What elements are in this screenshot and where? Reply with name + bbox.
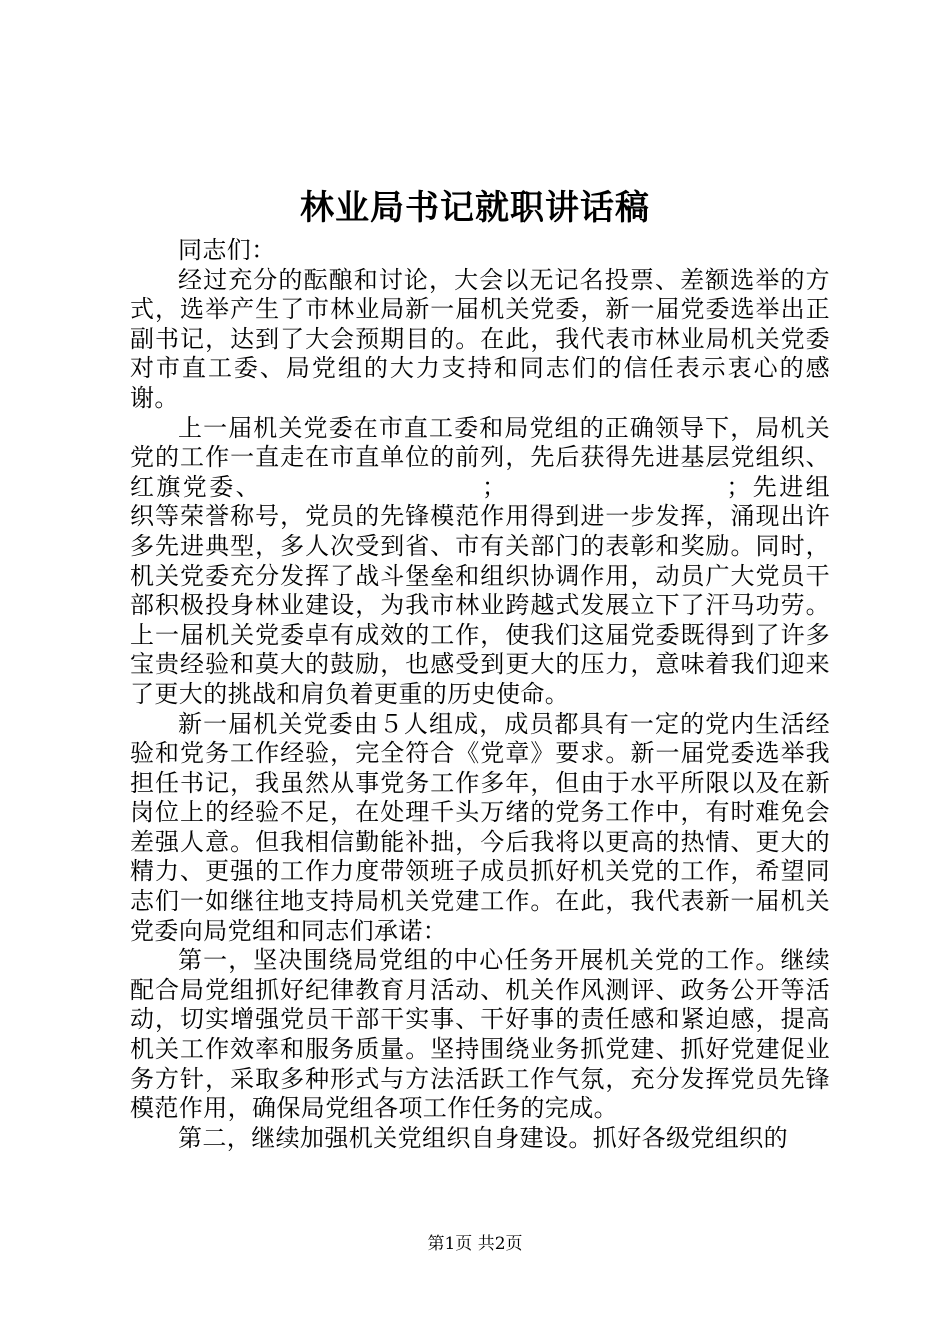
document-body <box>130 236 830 1153</box>
paragraph-5: 第二，继续加强机关党组织自身建设。抓好各级党组织的 <box>178 1123 788 1152</box>
paragraph-4: 第一，坚决围绕局党组的中心任务开展机关党的工作。继续配合局党组抓好纪律教育月活动、机关作风测评、政务公开等活动，切实增强党员干部干实事、干好事的责任感和紧迫感，提高机关工作效率和服务质量。坚持围绕业务抓党建、抓好党建促业务方针，采取多种形式与方法活跃工作气氛，充分发挥党员先锋模范作用，确保局党组各项工作任务的完成。 <box>130 946 830 1123</box>
paragraph-2 <box>130 414 830 710</box>
page-footer: 第1页 共2页 <box>427 1234 523 1254</box>
paragraph-1: 经过充分的酝酿和讨论，大会以无记名投票、差额选举的方式，选举产生了市林业局新一届机关党委，新一届党委选举出正副书记，达到了大会预期目的。在此，我代表市林业局机关党委对市直工委、局党组的大力支持和同志们的信任表示衷心的感谢。 <box>130 265 830 412</box>
salutation: 同志们： <box>178 236 276 264</box>
paragraph-3: 新一届机关党委由５人组成，成员都具有一定的党内生活经验和党务工作经验，完全符合《党章》要求。新一届党委选举我担任书记，我虽然从事党务工作多年，但由于水平所限以及在新岗位上的经验不足，在处理千头万绪的党务工作中，有时难免会差强人意。但我相信勤能补拙，今后我将以更高的热情、更大的精力、更强的工作力度带领班子成员抓好机关党的工作，希望同志们一如继往地支持局机关党建工作。在此，我代表新一届机关党委向局党组和同志们承诺： <box>130 709 830 945</box>
document-title: 林业局书记就职讲话稿 <box>300 188 650 228</box>
paragraph-2-part-3: ；先进组织等荣誉称号，党员的先锋模范作用得到进一步发挥，涌现出许多先进典型，多人次受到省、市有关部门的表彰和奖励。同时，机关党委充分发挥了战斗堡垒和组织协调作用，动员广大党员干部积极投身林业建设，为我市林业跨越式发展立下了汗马功劳。上一届机关党委卓有成效的工作，使我们这届党委既得到了许多宝贵经验和莫大的鼓励，也感受到更大的压力，意味着我们迎来了更大的挑战和肩负着更重的历史使命。 <box>130 472 831 708</box>
paragraph-2-part-2: ； <box>482 472 507 501</box>
paragraph-2-part-1: 上一届机关党委在市直工委和局党组的正确领导下，局机关党的工作一直走在市直单位的前列，先后获得先进基层党组织、红旗党委、 <box>130 413 830 501</box>
